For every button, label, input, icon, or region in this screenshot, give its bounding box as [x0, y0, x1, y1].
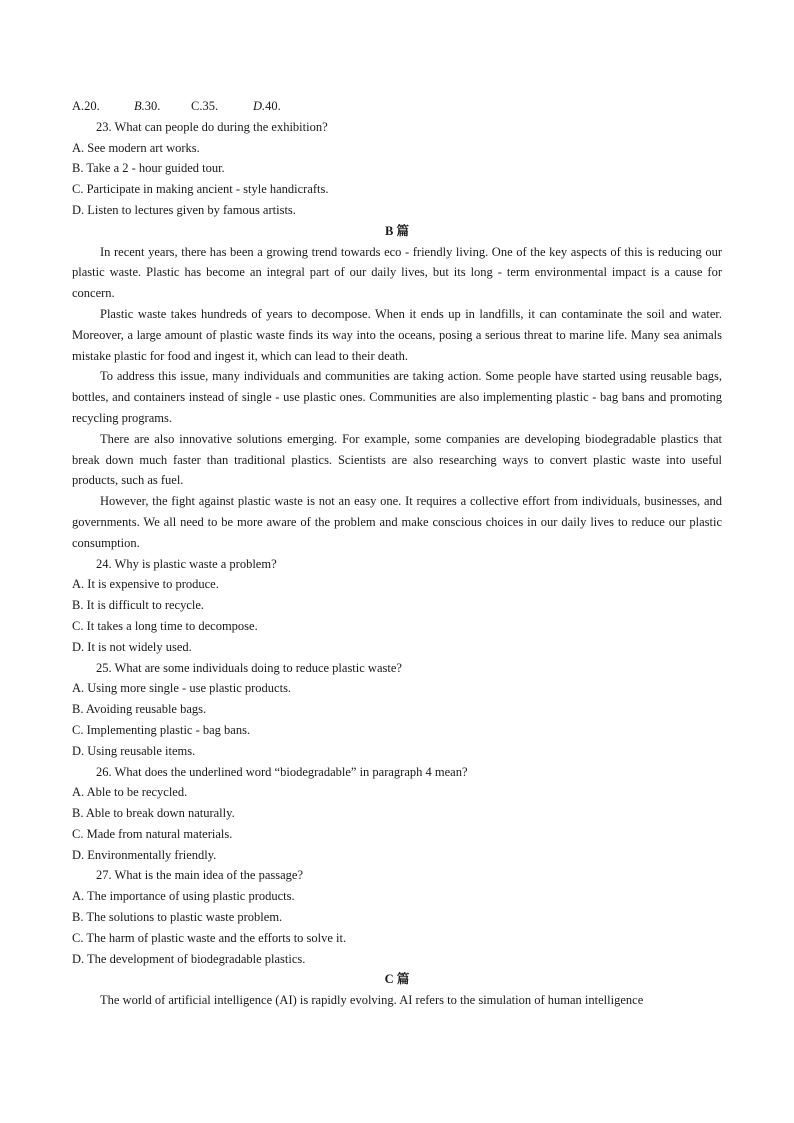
q22-option-a-text: 20. [84, 99, 100, 113]
q24-option-a: A. It is expensive to produce. [72, 577, 219, 592]
q25-option-a: A. Using more single - use plastic products. [72, 681, 292, 696]
q25-question: 25. What are some individuals doing to reduce plastic waste? [96, 660, 402, 675]
q23-option-c: C. Participate in making ancient - style handicrafts. [72, 182, 329, 197]
q27-option-b: B. The solutions to plastic waste problem. [72, 910, 283, 925]
passage-b-paragraph-5: However, the fight against plastic waste is not an easy one. It requires a collective effort from individuals, businesses, and governments. We all need to be more aware of the problem and make conscious choices in our daily lives to reduce our plastic consumption. [72, 494, 722, 550]
q26-option-d: D. Environmentally friendly. [72, 847, 217, 862]
q23-option-d: D. Listen to lectures given by famous artists. [72, 202, 296, 217]
q25-option-b: B. Avoiding reusable bags. [72, 702, 207, 717]
q27-question: 27. What is the main idea of the passage? [96, 868, 303, 883]
q22-option-d-text: 40. [265, 99, 281, 113]
q24-option-d: D. It is not widely used. [72, 639, 192, 654]
passage-b-paragraph-2: Plastic waste takes hundreds of years to decompose. When it ends up in landfills, it can contaminate the soil and water. Moreover, a large amount of plastic waste finds its way into the oceans, posing a serious threat to marine life. Many sea animals mistake plastic for food and ingest it, which can lead to their death. [72, 306, 722, 363]
q26-question: 26. What does the underlined word “biodegradable” in paragraph 4 mean? [96, 764, 468, 779]
document-page [72, 96, 722, 1011]
q26-option-a: A. Able to be recycled. [72, 785, 188, 800]
q22-option-c-text: 35. [202, 99, 219, 113]
q27-option-c: C. The harm of plastic waste and the efforts to solve it. [72, 930, 347, 945]
q23-question: 23. What can people do during the exhibition? [96, 119, 328, 134]
q22-option-c-letter: C. [191, 99, 203, 113]
passage-c-paragraph-1: The world of artificial intelligence (AI) is rapidly evolving. AI refers to the simulation of human intelligence [100, 993, 644, 1008]
q22-option-c [191, 96, 253, 117]
passage-b-paragraph-1: In recent years, there has been a growing trend towards eco - friendly living. One of the key aspects of this is reducing our plastic waste. Plastic has become an integral part of our daily lives, but its long - term environmental impact is a cause for concern. [72, 244, 722, 301]
q25-option-d: D. Using reusable items. [72, 743, 196, 758]
q22-option-d [253, 96, 281, 117]
q22-option-d-letter: D. [253, 99, 266, 113]
q27-option-a: A. The importance of using plastic products. [72, 889, 295, 904]
q24-option-c: C. It takes a long time to decompose. [72, 618, 258, 633]
q26-option-c: C. Made from natural materials. [72, 826, 233, 841]
q24-option-b: B. It is difficult to recycle. [72, 598, 205, 613]
q22-option-b-letter: B. [134, 99, 145, 113]
q22-options [72, 96, 722, 117]
q23-option-b: B. Take a 2 - hour guided tour. [72, 161, 225, 176]
q24-question: 24. Why is plastic waste a problem? [96, 556, 277, 571]
q27-option-d: D. The development of biodegradable plastics. [72, 951, 306, 966]
q26-option-b: B. Able to break down naturally. [72, 806, 235, 821]
q22-option-a [72, 96, 134, 117]
q22-option-b-text: 30. [144, 99, 161, 113]
q23-option-a: A. See modern art works. [72, 140, 200, 155]
passage-b-paragraph-4: There are also innovative solutions emerging. For example, some companies are developing biodegradable plastics that break down much faster than traditional plastics. Scientists are also researching ways to convert plastic waste into useful products, such as fuel. [72, 431, 722, 488]
section-b-heading: B 篇 [385, 223, 409, 238]
passage-b-paragraph-3: To address this issue, many individuals and communities are taking action. Some people have started using reusable bags, bottles, and containers instead of single - use plastic ones. Communities are also implementing plastic - bag bans and promoting recycling programs. [72, 369, 722, 425]
section-c-heading: C 篇 [384, 972, 410, 987]
q22-option-a-letter: A. [72, 99, 85, 113]
q25-option-c: C. Implementing plastic - bag bans. [72, 722, 251, 737]
q22-option-b [134, 96, 191, 117]
